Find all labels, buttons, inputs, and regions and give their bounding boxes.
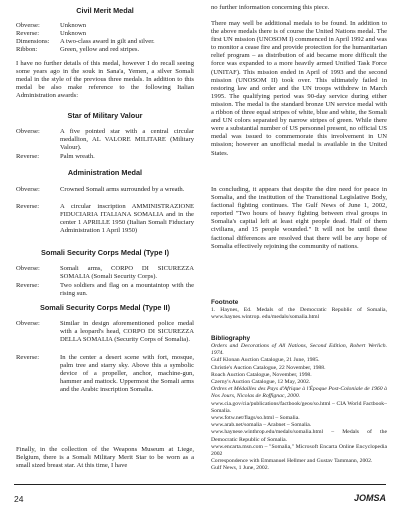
row-value: Somali arms, CORPO DI SICUREZZA SOMALIA (Somali Security Corps). bbox=[60, 265, 194, 281]
bibliography-entry: Correspondence with Emmanuel Hellmer and Gustav Tammann, 2002. bbox=[211, 458, 373, 465]
heading-security-corps-type-2: Somali Security Corps Medal (Type II) bbox=[39, 303, 171, 312]
row-key: Reverse: bbox=[16, 30, 40, 37]
row-key: Obverse: bbox=[16, 320, 40, 327]
bibliography-entry: Czerny's Auction Catalogue, 12 May, 2002. bbox=[211, 379, 311, 386]
row-key: Reverse: bbox=[16, 153, 40, 160]
bibliography-entry: Gulf Klonan Auction Catalogue, 21 June, 1985. bbox=[211, 357, 320, 364]
row-value: Crowned Somali arms surrounded by a wreath. bbox=[60, 186, 185, 193]
row-value: A circular inscription AMMINISTRAZIONE FIDUCIARIA ITALIANA SOMALIA and in the center 1 APRILLE 1950 (Italian Somali Fiduciary Administration 1 April 1950) bbox=[60, 203, 194, 235]
row-value: Similar in design aforementioned police medal with a leopard's head, CORPO DI SICUREZZA DELLA SOMALIA (Security Corps of Somalia). bbox=[60, 320, 194, 344]
row-key: Obverse: bbox=[16, 265, 40, 272]
row-key: Reverse: bbox=[16, 354, 40, 361]
row-key: Ribbon: bbox=[16, 46, 38, 53]
bibliography-entry: Ordres et Médailles des Pays d'Afrique à l'Époque Post-Coloniale de 1960 à Nos Jours, Nicolas de Roffignac, 2000. bbox=[211, 386, 387, 400]
row-key: Obverse: bbox=[16, 128, 40, 135]
row-key: Reverse: bbox=[16, 203, 40, 210]
row-value: A five pointed star with a central circular medallion, AL VALORE MILITARE (Military Valour). bbox=[60, 128, 194, 152]
row-key: Dimensions: bbox=[16, 38, 50, 45]
bibliography-entry: Orders and Decorations of All Nations, Second Edition, Robert Werlich. 1974. bbox=[211, 343, 387, 357]
final-paragraph: Finally, in the collection of the Weapons Museum at Liege, Belgium, there is a Somali Military Merit Star to be worn as a small sized breast star. At this time, I have bbox=[16, 446, 194, 470]
bibliography-entry: www.encarta.msn.com – "Somalia," Microsoft Encarta Online Encyclopedia 2002 bbox=[211, 443, 387, 458]
row-value: In the center a desert scene with fort, mosque, palm tree and starry sky. Above this a symbolic device of a propeller, anchor, machine-gun, hammer and mattock. Uppermost the Somali arms and the Arabic inscription Somalia. bbox=[60, 354, 194, 394]
page-number: 24 bbox=[14, 494, 24, 504]
bibliography-heading: Bibliography bbox=[211, 335, 251, 342]
row-value: Unknown bbox=[60, 22, 87, 29]
footer-rule bbox=[14, 484, 386, 485]
bibliography-entry: www.arab.net/somalia – Arabnet – Somalia. bbox=[211, 422, 312, 429]
heading-administration-medal: Administration Medal bbox=[67, 168, 143, 177]
bibliography-list bbox=[211, 343, 387, 473]
footnote-text: 1. Haynes, Ed. Medals of the Democratic Republic of Somalia, www.haynes.wintrop. edu/medals/somalia.html bbox=[211, 307, 387, 321]
row-key: Reverse: bbox=[16, 282, 40, 289]
un-medal-paragraph: There may well be additional medals to be found. In addition to the above medals there is of course the United Nations medal. The first UN mission (UNOSOM I) commenced in April 1992 and was to monitor a cease fire and provide protection for the humanitarian relief program – as distribution of aid became more difficult the force was expanded to a more heavily armed Unified Task Force (UNITAF). This mission ended in April of 1993 and the second mission (UNOSOM II) took over. This ultimately failed in restoring law and order and the UN troops withdrew in March 1995. The qualifying period was 90-day service during either mission. The medal is the standard bronze UN service medal with a ribbon of three equal stripes of white, blue and white, the Somali and UN colors separated by narrow stripes of green. While there were a substantial number of US personnel present, no official US medal was issued to commemorate this involvement in UN mission; however an unofficial medal is available in the United States. bbox=[211, 20, 387, 157]
bibliography-entry: Roach Auction Catalogue, November, 1998. bbox=[211, 371, 312, 378]
row-value: A two-class award in gilt and silver. bbox=[60, 38, 155, 45]
row-value: Two soldiers and flag on a mountaintop with the rising sun. bbox=[60, 282, 194, 298]
intro-paragraph: I have no further details of this medal, however I do recall seeing some years ago in the souk in Sana'a, Yemen, a silver Somali medal in the style of the previous three medals. In addition to this medal be also make reference to the following Italian Administration awards: bbox=[16, 60, 194, 100]
bibliography-entry: www.haynese.winthrop.edu/medals/somalia.html – Medals of the Democratic Republic of Somalia. bbox=[211, 429, 387, 443]
heading-security-corps-type-1: Somali Security Corps Medal (Type I) bbox=[41, 248, 169, 257]
bibliography-entry: www.cia.gov/cia/publications/factbook/geos/so.html – CIA World Factbook–Somalia. bbox=[211, 400, 387, 414]
bibliography-entry: www.fotw.net/flags/so.html – Somalia. bbox=[211, 415, 300, 422]
footnote-heading: Footnote bbox=[211, 299, 239, 306]
continuation-paragraph: no further information concerning this piece. bbox=[211, 4, 330, 11]
journal-name: JOMSA bbox=[353, 493, 386, 503]
row-value: Green, yellow and red stripes. bbox=[60, 46, 140, 53]
heading-civil-merit-medal: Civil Merit Medal bbox=[76, 6, 134, 15]
row-value: Unknown bbox=[60, 30, 87, 37]
bibliography-entry: Gulf News, 1 June, 2002. bbox=[211, 465, 269, 472]
heading-star-military-valour: Star of Military Valour bbox=[67, 111, 143, 120]
row-value: Palm wreath. bbox=[60, 153, 95, 160]
concluding-paragraph: In concluding, it appears that despite the dire need for peace in Somalia, and the institution of the Transitional Legislative Body, factional fighting continues. The Gulf News of June 1, 2002, reported "Two hours of heavy fighting between rival groups in Somalia's capital left at least eight people dead. Half of them civilians, and 15 people wounded." It will not be until these factional differences are resolved that there will be any hope of Somalia effectively rejoining the community of nations. bbox=[211, 186, 387, 250]
row-key: Obverse: bbox=[16, 186, 40, 193]
bibliography-entry: Christie's Auction Catalogue, 22 November, 1988. bbox=[211, 364, 326, 371]
row-key: Obverse: bbox=[16, 22, 40, 29]
